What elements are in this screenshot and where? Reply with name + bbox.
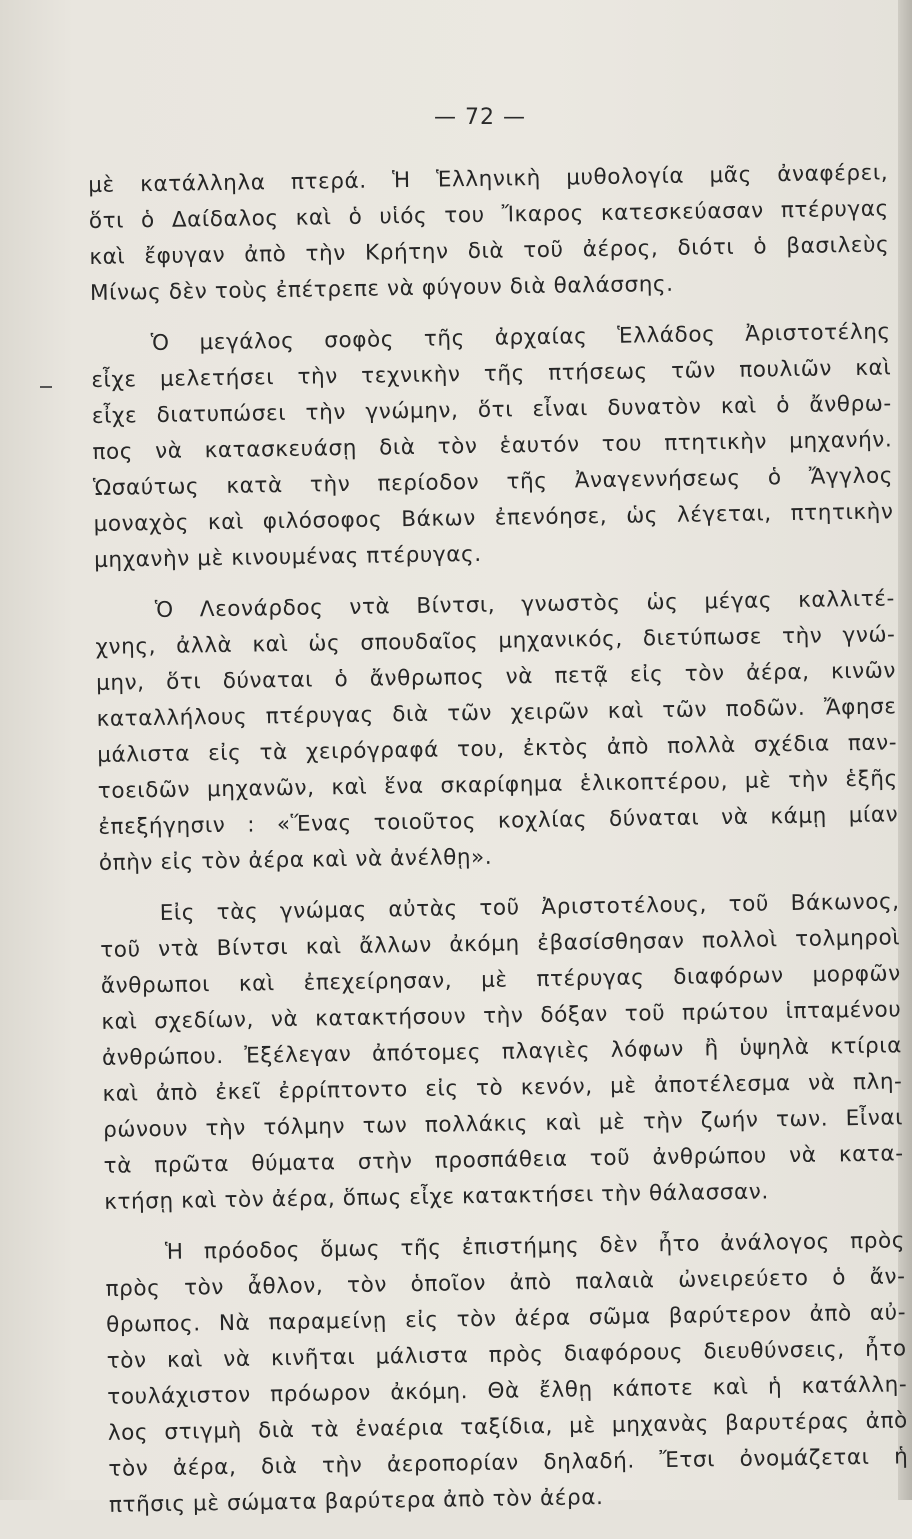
text-line: Εἰς τὰς γνώμας αὐτὰς τοῦ Ἀριστοτέλους, τοῦ Βάκωνος, [159, 889, 900, 926]
text-line: ὅτι ὁ Δαίδαλος καὶ ὁ υἱός του Ἴκαρος κατεσκεύασαν πτέρυγας [88, 196, 889, 234]
text-line: πος νὰ κατασκευάσῃ διὰ τὸν ἑαυτόν του πτητικὴν μηχανήν. [92, 427, 893, 465]
text-line: ἀνθρώπου. Ἐξέλεγαν ἀπότομες πλαγιὲς λόφων ἢ ὑψηλὰ κτίρια [101, 1033, 903, 1071]
text-line: μηχανὴν μὲ κινουμένας πτέρυγας. [93, 541, 482, 573]
text-line: μην, ὅτι δύναται ὁ ἄνθρωπος νὰ πετᾷ εἰς τὸν ἀέρα, κινῶν [95, 658, 897, 696]
page-number: — 72 — [434, 105, 526, 130]
text-line: πρὸς τὸν ἆθλον, τὸν ὁποῖον ἀπὸ παλαιὰ ὠνειρεύετο ὁ ἄν- [105, 1264, 906, 1302]
text-line: εἶχε διατυπώσει τὴν γνώμην, ὅτι εἶναι δυνατὸν καὶ ὁ ἄνθρω- [91, 391, 893, 429]
text-line: καὶ ἔφυγαν ἀπὸ τὴν Κρήτην διὰ τοῦ ἀέρος, διότι ὁ βασιλεὺς [89, 232, 890, 270]
text-line: καὶ ἀπὸ ἐκεῖ ἐρρίπτοντο εἰς τὸ κενόν, μὲ ἀποτέλεσμα νὰ πλη- [102, 1069, 903, 1107]
text-line: ρώνουν τὴν τόλμην των πολλάκις καὶ μὲ τὴν ζωήν των. Εἶναι [102, 1105, 904, 1143]
text-line: καταλλήλους πτέρυγας διὰ τῶν χειρῶν καὶ τῶν ποδῶν. Ἄφησε [96, 694, 897, 732]
text-line: ὀπὴν εἰς τὸν ἀέρα καὶ νὰ ἀνέλθῃ». [98, 844, 493, 876]
text-line: εἶχε μελετήσει τὴν τεχνικὴν τῆς πτήσεως τῶν πουλιῶν καὶ [91, 355, 892, 393]
text-line: καὶ σχεδίων, νὰ κατακτήσουν τὴν δόξαν τοῦ πρώτου ἱπταμένου [101, 997, 902, 1035]
paragraph [95, 581, 899, 882]
paragraph [88, 155, 890, 312]
text-line: Ὁ μεγάλος σοφὸς τῆς ἀρχαίας Ἑλλάδος Ἀριστοτέλης [150, 319, 891, 357]
text-line: τὰ πρῶτα θύματα στὴν προσπάθεια τοῦ ἀνθρώπου νὰ κατα- [103, 1141, 904, 1179]
text-line: κτήσῃ καὶ τὸν ἀέρα, ὅπως εἶχε κατακτήσει τὴν θάλασσαν. [104, 1179, 770, 1215]
text-line: τὸν καὶ νὰ κινῆται μάλιστα πρὸς διαφόρους διευθύνσεις, ἦτο [106, 1336, 907, 1374]
text-line: ἐπεξήγησιν : «Ἕνας τοιοῦτος κοχλίας δύναται νὰ κάμῃ μίαν [98, 802, 899, 840]
text-line: τοειδῶν μηχανῶν, καὶ ἕνα σκαρίφημα ἑλικοπτέρου, μὲ τὴν ἑξῆς [97, 766, 898, 804]
text-line: Μίνως δὲν τοὺς ἐπέτρεπε νὰ φύγουν διὰ θαλάσσης. [89, 271, 674, 306]
paragraph [90, 314, 894, 579]
body-text [88, 155, 909, 1538]
text-line: ἄνθρωποι καὶ ἐπεχείρησαν, μὲ πτέρυγας διαφόρων μορφῶν [100, 961, 901, 999]
text-line: μὲ κατάλληλα πτερά. Ἡ Ἑλληνικὴ μυθολογία μᾶς ἀναφέρει, [88, 160, 889, 198]
text-line: πτῆσις μὲ σώματα βαρύτερα ἀπὸ τὸν ἀέρα. [108, 1485, 604, 1518]
paragraph [105, 1223, 909, 1524]
text-line: τὸν ἀέρα, διὰ τὴν ἀεροπορίαν δηλαδή. Ἔτσι ὀνομάζεται ἡ [108, 1444, 909, 1482]
text-line: Ὁ Λεονάρδος ντὰ Βίντσι, γνωστὸς ὡς μέγας καλλιτέ- [154, 586, 896, 624]
text-line: λος στιγμὴ διὰ τὰ ἐναέρια ταξίδια, μὲ μηχανὰς βαρυτέρας ἀπὸ [107, 1408, 908, 1446]
text-line: μοναχὸς καὶ φιλόσοφος Βάκων ἐπενόησε, ὡς λέγεται, πτητικὴν [93, 499, 894, 537]
text-line: Ὡσαύτως κατὰ τὴν περίοδον τῆς Ἀναγεννήσεως ὁ Ἄγγλος [92, 463, 894, 501]
text-line: χνης, ἀλλὰ καὶ ὡς σπουδαῖος μηχανικός, διετύπωσε τὴν γνώ- [95, 622, 896, 660]
paragraph [99, 884, 904, 1221]
text-line: Ἡ πρόοδος ὅμως τῆς ἐπιστήμης δὲν ἦτο ἀνάλογος πρὸς [164, 1228, 906, 1265]
text-line: θρωπος. Νὰ παραμείνῃ εἰς τὸν ἀέρα σῶμα βαρύτερον ἀπὸ αὐ- [105, 1300, 907, 1338]
text-line: τοῦ ντὰ Βίντσι καὶ ἄλλων ἀκόμη ἐβασίσθησαν πολλοὶ τολμηροὶ [100, 925, 901, 963]
text-line: τουλάχιστον πρόωρον ἀκόμη. Θὰ ἔλθῃ κάποτε καὶ ἡ κατάλλη- [107, 1372, 908, 1410]
text-line: μάλιστα εἰς τὰ χειρόγραφά του, ἐκτὸς ἀπὸ πολλὰ σχέδια παν- [97, 730, 898, 768]
margin-mark [40, 386, 52, 388]
